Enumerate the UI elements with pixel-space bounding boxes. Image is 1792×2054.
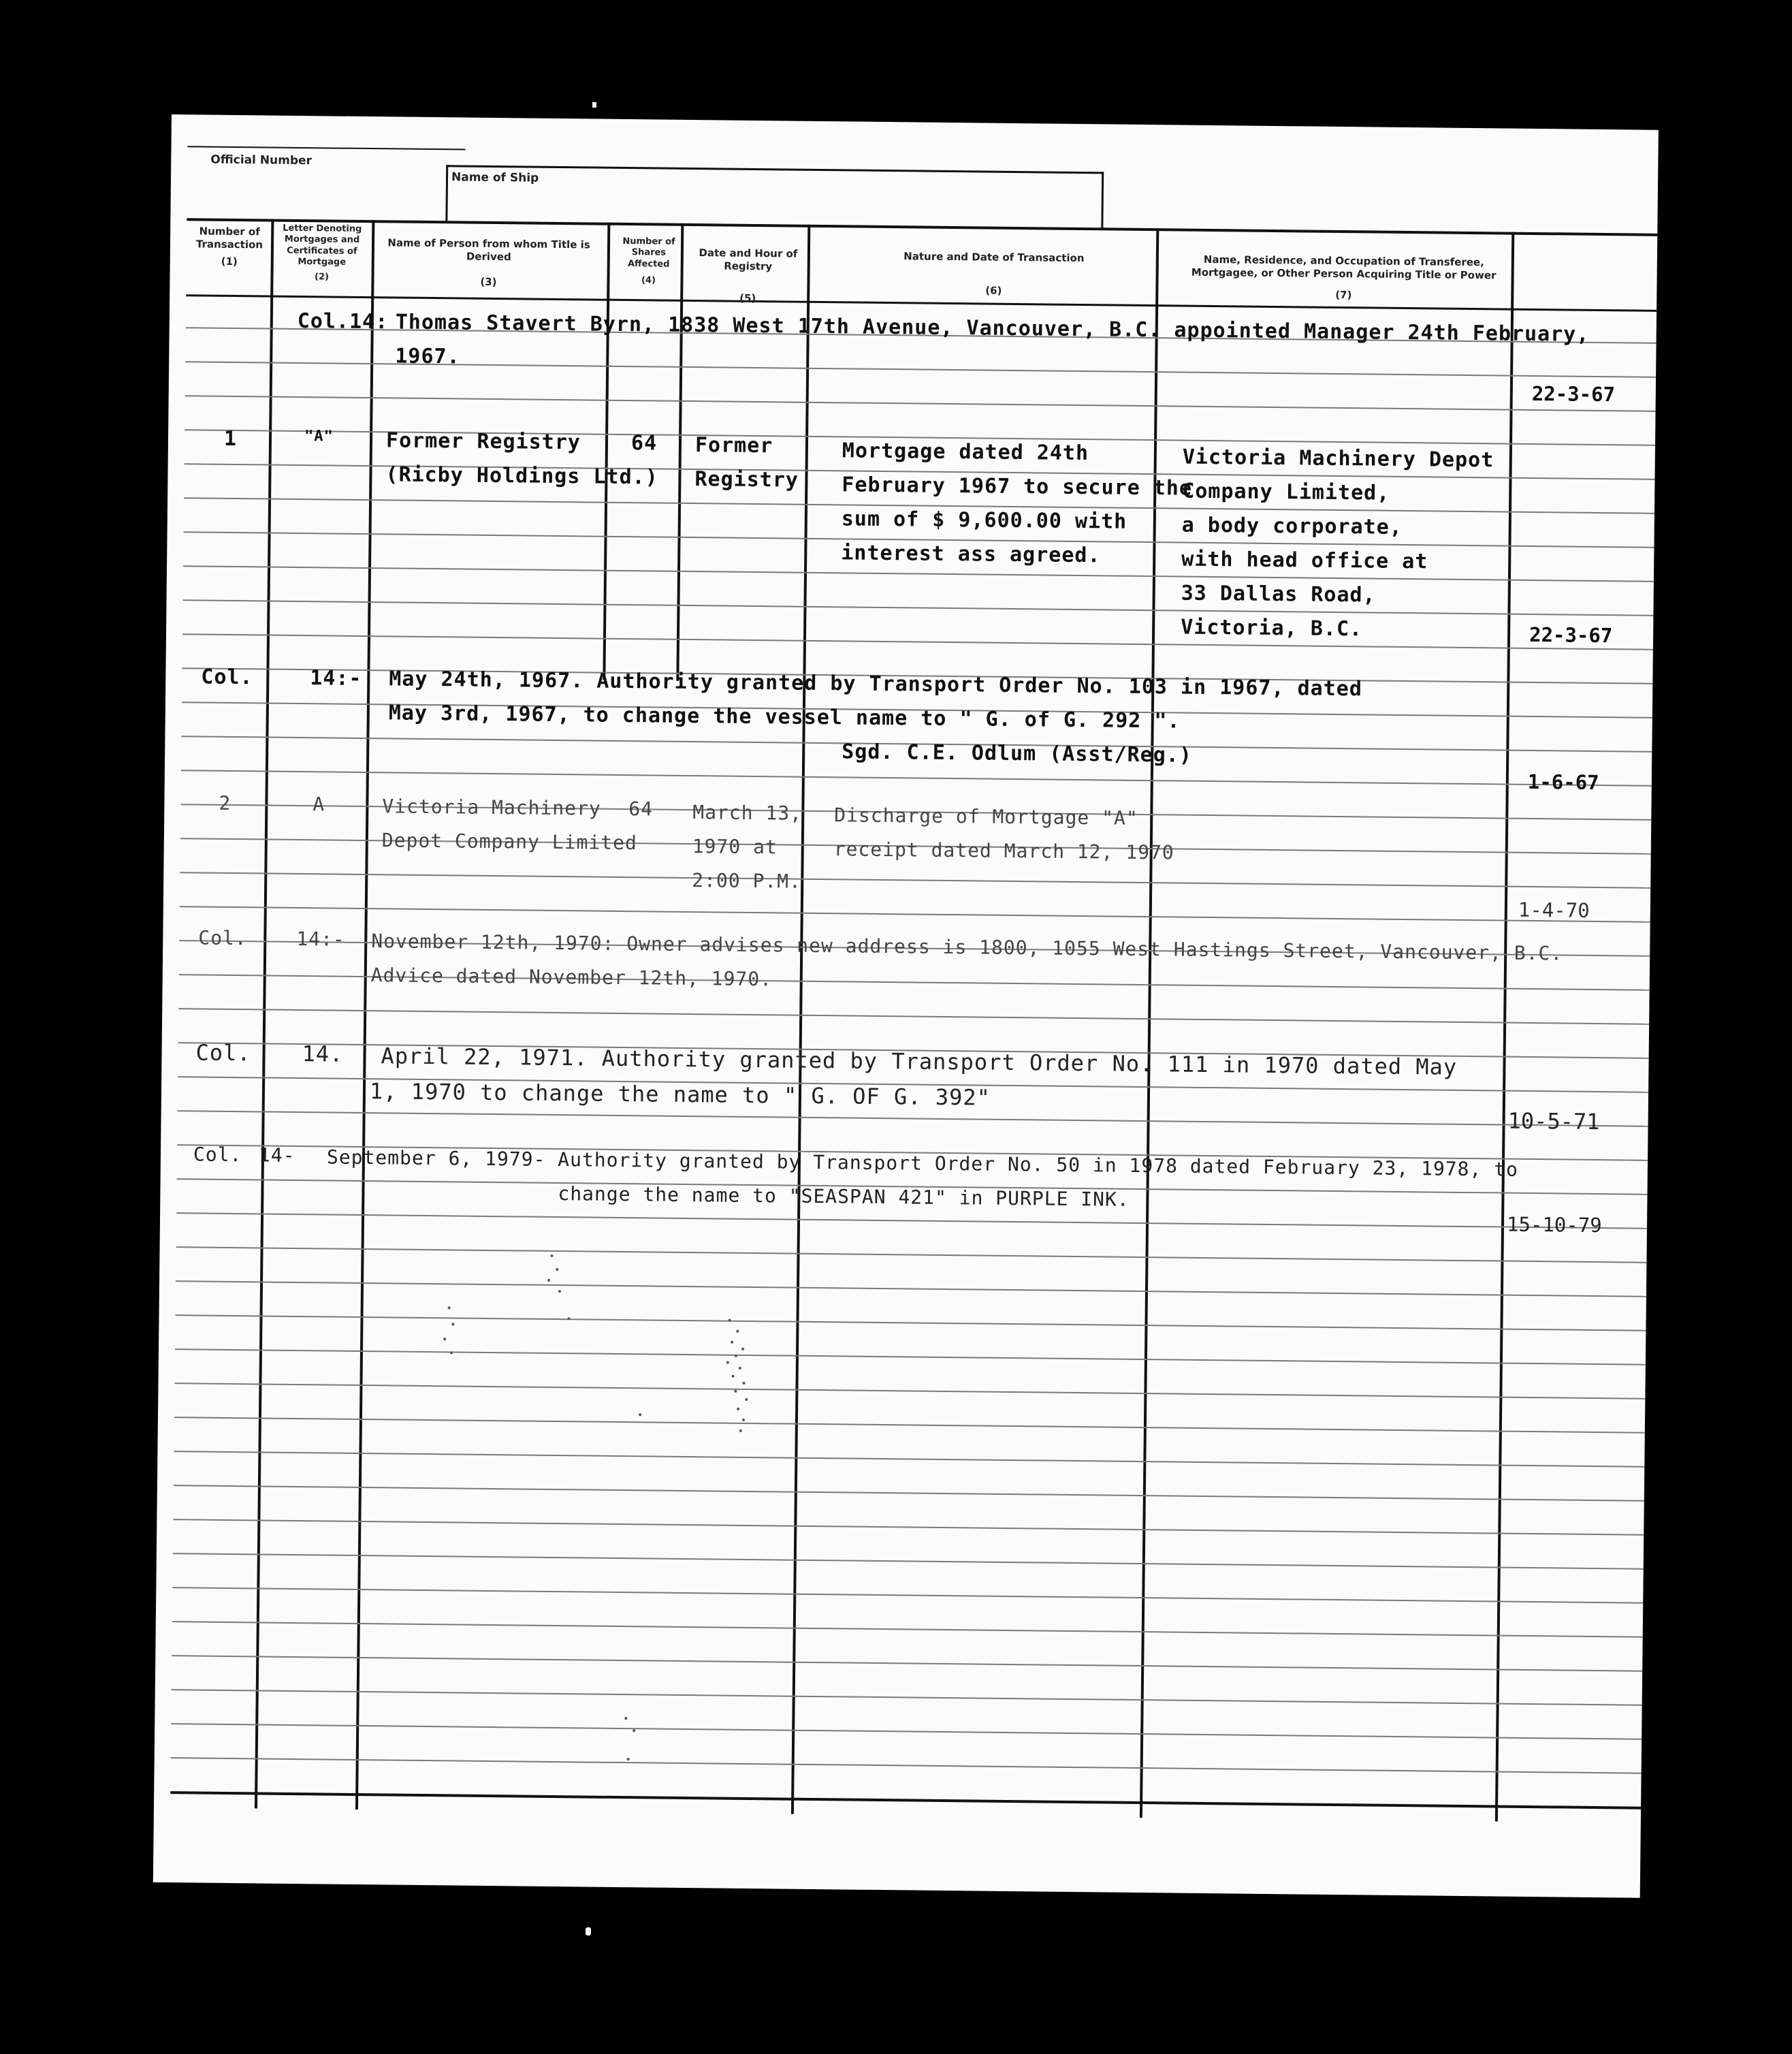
official-number-box bbox=[187, 146, 465, 150]
entry-1-line-2: 1967. bbox=[395, 344, 460, 369]
register-page bbox=[153, 114, 1659, 1898]
col-7-header: Name, Residence, and Occupation of Transferee, Mortgagee, or Other Person Acquiring Title or Power (7) bbox=[1191, 253, 1497, 301]
entry-4-shares: 64 bbox=[628, 797, 654, 821]
col-3-header: Name of Person from whom Title is Derived (3) bbox=[387, 236, 590, 288]
official-number-label: Official Number bbox=[210, 153, 313, 168]
entry-7-col: Col. bbox=[193, 1143, 242, 1167]
entry-5-line-1: November 12th, 1970: Owner advises new address is 1800, 1055 West Hastings Street, Vancouver, B.C. bbox=[371, 930, 1563, 965]
entry-1-col: Col.14: bbox=[297, 309, 389, 334]
entry-4-registry-1: March 13, bbox=[692, 801, 803, 825]
col-divider-5 bbox=[791, 225, 810, 1814]
col-5-header: Date and Hour of Registry (5) bbox=[699, 247, 798, 304]
entry-3-colnum: 14:- bbox=[310, 666, 362, 691]
ink-specks bbox=[172, 114, 1659, 130]
entry-7-date: 15-10-79 bbox=[1506, 1212, 1602, 1237]
scan-mark-bottom bbox=[586, 1927, 591, 1936]
entry-2-number: 1 bbox=[223, 426, 238, 452]
entry-5-line-2: Advice dated November 12th, 1970. bbox=[370, 964, 773, 991]
bottom-rule bbox=[170, 1791, 1641, 1810]
col-divider-3 bbox=[603, 223, 610, 680]
entry-2-nature-2: February 1967 to secure the bbox=[842, 473, 1193, 501]
entry-2-letter: "A" bbox=[304, 428, 334, 445]
entry-6-col: Col. bbox=[195, 1039, 251, 1066]
entry-1-date: 22-3-67 bbox=[1531, 381, 1616, 407]
col-4-header: Number of Shares Affected (4) bbox=[622, 236, 675, 286]
entry-4-registry-3: 2:00 P.M. bbox=[692, 869, 802, 893]
entry-2-shares: 64 bbox=[630, 431, 658, 456]
col-divider-1 bbox=[255, 219, 274, 1809]
entry-2-registry-1: Former bbox=[694, 433, 773, 458]
entry-7-line-1: September 6, 1979- Authority granted by Transport Order No. 50 in 1978 dated February 23, 1978, to bbox=[326, 1146, 1519, 1181]
entry-4-nature-2: receipt dated March 12, 1970 bbox=[833, 838, 1174, 864]
entry-4-from-2: Depot Company Limited bbox=[381, 829, 638, 855]
entry-1-line-1: Thomas Stavert Byrn, 1838 West 17th Avenue, Vancouver, B.C. appointed Manager 24th February, bbox=[395, 310, 1590, 347]
entry-3-line-2: May 3rd, 1967, to change the vessel name to " G. of G. 292 ". bbox=[388, 701, 1181, 733]
col-6-header: Nature and Date of Transaction (6) bbox=[903, 250, 1085, 297]
entry-2-from-2: (Ricby Holdings Ltd.) bbox=[385, 462, 658, 490]
entry-3-signature: Sgd. C.E. Odlum (Asst/Reg.) bbox=[842, 740, 1193, 768]
entry-4-registry-2: 1970 at bbox=[692, 835, 778, 859]
entry-2-date: 22-3-67 bbox=[1529, 622, 1613, 648]
entry-2-transferee-6: Victoria, B.C. bbox=[1181, 615, 1363, 642]
entry-2-nature-4: interest ass agreed. bbox=[841, 541, 1101, 568]
entry-6-colnum: 14. bbox=[302, 1041, 344, 1067]
entry-2-transferee-1: Victoria Machinery Depot bbox=[1182, 445, 1494, 473]
entry-3-line-1: May 24th, 1967. Authority granted by Transport Order No. 103 in 1967, dated bbox=[389, 667, 1363, 701]
col-1-header: Number of Transaction (1) bbox=[195, 225, 263, 268]
col-divider-6 bbox=[1140, 228, 1159, 1818]
entry-5-col: Col. bbox=[198, 926, 247, 950]
entry-2-transferee-2: Company Limited, bbox=[1182, 479, 1390, 505]
entry-2-transferee-3: a body corporate, bbox=[1181, 513, 1403, 539]
col-divider-7 bbox=[1495, 232, 1514, 1822]
entry-6-line-2: 1, 1970 to change the name to " G. OF G. 392" bbox=[369, 1078, 991, 1111]
scan-mark-top bbox=[592, 102, 596, 108]
entry-4-number: 2 bbox=[219, 791, 231, 815]
ship-name-box bbox=[445, 165, 1104, 228]
entry-6-line-1: April 22, 1971. Authority granted by Transport Order No. 111 in 1970 dated May bbox=[381, 1043, 1458, 1080]
entry-7-colnum: 14- bbox=[258, 1143, 295, 1167]
entry-4-nature-1: Discharge of Mortgage "A" bbox=[834, 804, 1138, 830]
entry-3-date: 1-6-67 bbox=[1527, 770, 1599, 795]
entry-5-colnum: 14:- bbox=[296, 927, 345, 951]
entry-2-registry-2: Registry bbox=[694, 467, 799, 492]
entry-6-date: 10-5-71 bbox=[1507, 1107, 1600, 1135]
entry-7-line-2: change the name to "SEASPAN 421" in PURPLE INK. bbox=[558, 1182, 1130, 1211]
ruled-lines bbox=[172, 114, 1659, 130]
col-divider-4 bbox=[676, 223, 684, 681]
entry-2-nature-3: sum of $ 9,600.00 with bbox=[841, 507, 1127, 534]
entry-2-transferee-5: 33 Dallas Road, bbox=[1181, 581, 1376, 607]
entry-4-letter: A bbox=[313, 793, 325, 816]
entry-3-col: Col. bbox=[201, 665, 253, 690]
col-divider-2 bbox=[355, 220, 374, 1810]
entry-4-from-1: Victoria Machinery bbox=[382, 795, 601, 820]
ship-name-label: Name of Ship bbox=[451, 170, 539, 185]
entry-2-transferee-4: with head office at bbox=[1181, 547, 1428, 574]
entry-2-from-1: Former Registry bbox=[385, 428, 581, 455]
entry-4-date: 1-4-70 bbox=[1518, 898, 1590, 922]
entry-2-nature-1: Mortgage dated 24th bbox=[842, 439, 1089, 466]
col-2-header: Letter Denoting Mortgages and Certificates of Mortgage (2) bbox=[283, 223, 362, 283]
